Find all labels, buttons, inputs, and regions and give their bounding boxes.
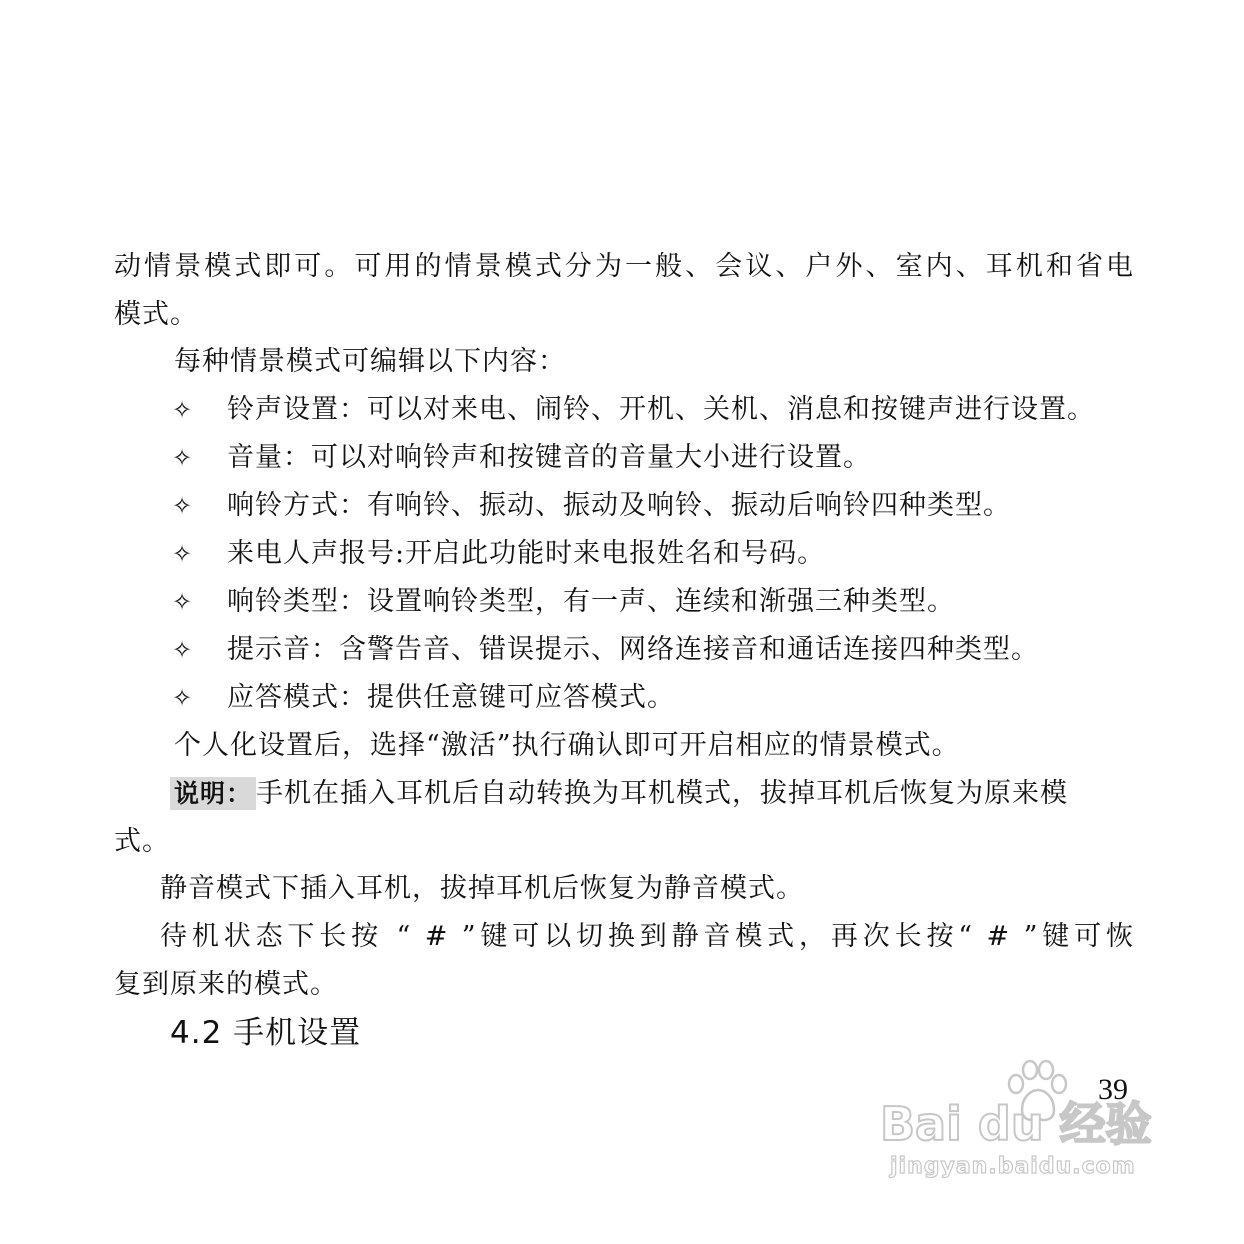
bullet-star-icon: ✧ — [172, 492, 194, 520]
paragraph-5-line-2: 复到原来的模式。 — [114, 969, 338, 1000]
bullet-text: 音量：可以对响铃声和按键音的音量大小进行设置。 — [227, 442, 871, 473]
paragraph-1-line-2: 模式。 — [114, 299, 198, 330]
bullet-star-icon: ✧ — [172, 588, 194, 616]
note-text: 手机在插入耳机后自动转换为耳机模式，拔掉耳机后恢复为原来模 — [256, 778, 1069, 809]
paragraph-5-line-1: 待机状态下长按 “ # ”键可以切换到静音模式，再次长按“ # ”键可恢 — [160, 921, 1134, 952]
note-line-2: 式。 — [114, 826, 170, 857]
paragraph-1-line-1: 动情景模式即可。可用的情景模式分为一般、会议、户外、室内、耳机和省电 — [114, 251, 1134, 282]
bullet-text: 来电人声报号:开启此功能时来电报姓名和号码。 — [227, 538, 826, 569]
page-number: 39 — [1098, 1073, 1128, 1106]
bullet-star-icon: ✧ — [172, 444, 194, 472]
note-label: 说明： — [170, 777, 256, 810]
bullet-item — [172, 537, 1152, 571]
section-heading: 4.2 手机设置 — [170, 1015, 362, 1051]
bullet-item — [172, 441, 1152, 475]
bullet-item — [172, 393, 1152, 427]
bullet-item — [172, 585, 1152, 619]
watermark-url: jingyan.baidu.com — [890, 1154, 1136, 1179]
watermark-logo-text: Bai du 经验 — [880, 1097, 1152, 1151]
paragraph-3: 个人化设置后，选择“激活”执行确认即可开启相应的情景模式。 — [174, 730, 960, 761]
bullet-star-icon: ✧ — [172, 684, 194, 712]
paragraph-4: 静音模式下插入耳机，拔掉耳机后恢复为静音模式。 — [160, 873, 804, 904]
bullet-text: 响铃类型：设置响铃类型，有一声、连续和渐强三种类型。 — [227, 586, 955, 617]
note-line-1 — [174, 777, 1134, 811]
bullet-star-icon: ✧ — [172, 540, 194, 568]
bullet-item — [172, 633, 1152, 667]
bullet-star-icon: ✧ — [172, 396, 194, 424]
bullet-item — [172, 681, 1152, 715]
paragraph-2: 每种情景模式可编辑以下内容： — [174, 346, 566, 377]
bullet-item — [172, 489, 1152, 523]
bullet-star-icon: ✧ — [172, 636, 194, 664]
bullet-text: 提示音：含警告音、错误提示、网络连接音和通话连接四种类型。 — [227, 634, 1039, 665]
baidu-jingyan-watermark — [880, 1058, 1170, 1198]
bullet-text: 响铃方式：有响铃、振动、振动及响铃、振动后响铃四种类型。 — [227, 490, 1011, 521]
bullet-text: 铃声设置：可以对来电、闹铃、开机、关机、消息和按键声进行设置。 — [227, 394, 1095, 425]
bullet-text: 应答模式：提供任意键可应答模式。 — [227, 682, 675, 713]
